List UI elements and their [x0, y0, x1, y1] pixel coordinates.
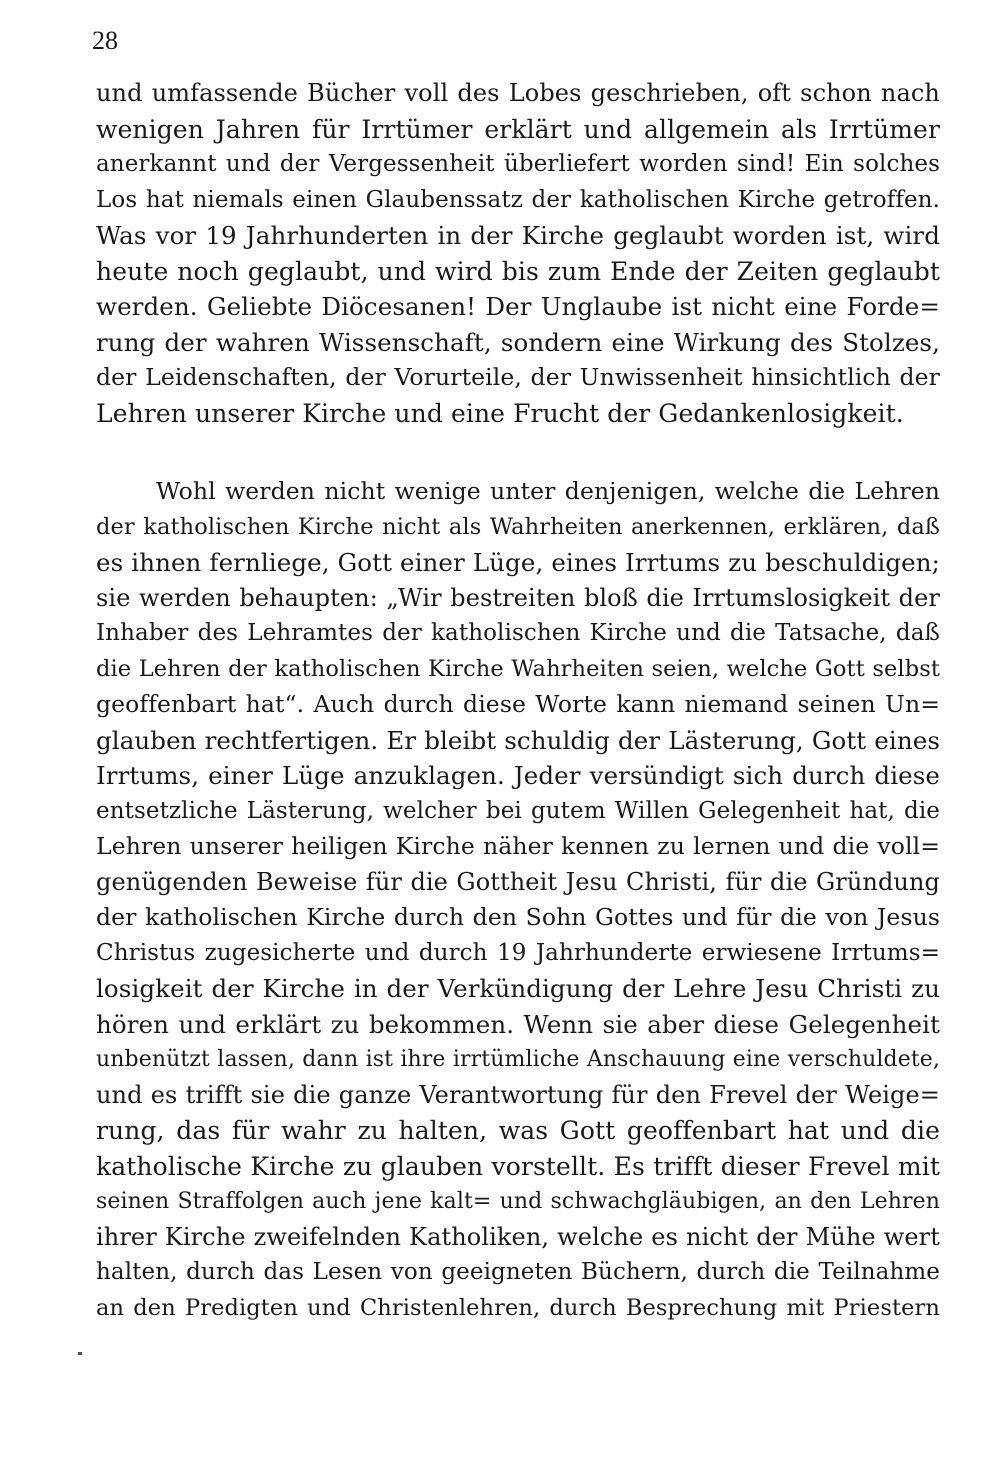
text-line: geoffenbart hat“. Auch durch diese Worte kann niemand seinen Un= [96, 690, 940, 718]
text-line: Lehren unserer Kirche und eine Frucht der Gedankenlosigkeit. [96, 398, 904, 428]
text-line: der katholischen Kirche durch den Sohn Gottes und für die von Jesus [96, 903, 940, 931]
margin-mark [78, 1352, 82, 1355]
text-line: sie werden behaupten: „Wir bestreiten bloß die Irrtumslosigkeit der [96, 583, 940, 612]
text-line: heute noch geglaubt, und wird bis zum Ende der Zeiten geglaubt [96, 256, 940, 286]
text-line: Wohl werden nicht wenige unter denjenigen, welche die Lehren [156, 477, 940, 505]
text-line: die Lehren der katholischen Kirche Wahrheiten seien, welche Gott selbst [96, 655, 940, 682]
text-line: Los hat niemals einen Glaubenssatz der katholischen Kirche getroffen. [96, 186, 940, 213]
text-line: losigkeit der Kirche in der Verkündigung der Lehre Jesu Christi zu [96, 974, 940, 1003]
text-line: seinen Straffolgen auch jene kalt= und schwachgläubigen, an den Lehren [96, 1189, 940, 1214]
text-line: der katholischen Kirche nicht als Wahrheiten anerkennen, erklären, daß [96, 513, 940, 540]
text-line: Inhaber des Lehramtes der katholischen Kirche und die Tatsache, daß [96, 620, 940, 646]
text-line: und umfassende Bücher voll des Lobes geschrieben, oft schon nach [96, 79, 940, 107]
text-line: glauben rechtfertigen. Er bleibt schuldig der Lästerung, Gott eines [96, 725, 940, 755]
text-line: ihrer Kirche zweifelnden Katholiken, welche es nicht der Mühe wert [96, 1222, 940, 1251]
text-line: der Leidenschaften, der Vorurteile, der Unwissenheit hinsichtlich der [96, 363, 940, 391]
text-line: genügenden Beweise für die Gottheit Jesu Christi, für die Gründung [96, 867, 940, 896]
text-line: rung der wahren Wissenschaft, sondern eine Wirkung des Stolzes, [96, 327, 940, 357]
text-line: Christus zugesicherte und durch 19 Jahrhunderte erwiesene Irrtums= [96, 939, 940, 966]
text-line: es ihnen fernliege, Gott einer Lüge, eines Irrtums zu beschuldigen; [96, 548, 940, 577]
text-line: an den Predigten und Christenlehren, durch Besprechung mit Priestern [96, 1294, 940, 1321]
text-line: Irrtums, einer Lüge anzuklagen. Jeder versündigt sich durch diese [96, 761, 940, 790]
paragraph-1 [96, 76, 940, 431]
paragraph-2 [96, 474, 940, 1326]
text-line: halten, durch das Lesen von geeigneten Büchern, durch die Teilnahme [96, 1259, 940, 1285]
text-line: anerkannt und der Vergessenheit überliefert worden sind! Ein solches [96, 151, 940, 177]
text-line: hören und erklärt zu bekommen. Wenn sie aber diese Gelegenheit [96, 1009, 940, 1039]
text-line: Lehren unserer heiligen Kirche näher kennen zu lernen und die voll= [96, 832, 940, 860]
text-line: unbenützt lassen, dann ist ihre irrtümliche Anschauung eine verschuldete, [96, 1047, 940, 1072]
page-number: 28 [92, 26, 118, 55]
text-line: katholische Kirche zu glauben vorstellt. Es trifft dieser Frevel mit [96, 1151, 940, 1181]
text-line: rung, das für wahr zu halten, was Gott geoffenbart hat und die [96, 1116, 940, 1145]
text-line: entsetzliche Lästerung, welcher bei gutem Willen Gelegenheit hat, die [96, 797, 940, 824]
text-line: wenigen Jahren für Irrtümer erklärt und allgemein als Irrtümer [96, 114, 940, 144]
text-line: und es trifft sie die ganze Verantwortung für den Frevel der Weige= [96, 1080, 940, 1109]
text-line: Was vor 19 Jahrhunderten in der Kirche geglaubt worden ist, wird [96, 221, 940, 250]
text-line: werden. Geliebte Diöcesanen! Der Unglaube ist nicht eine Forde= [96, 292, 940, 321]
